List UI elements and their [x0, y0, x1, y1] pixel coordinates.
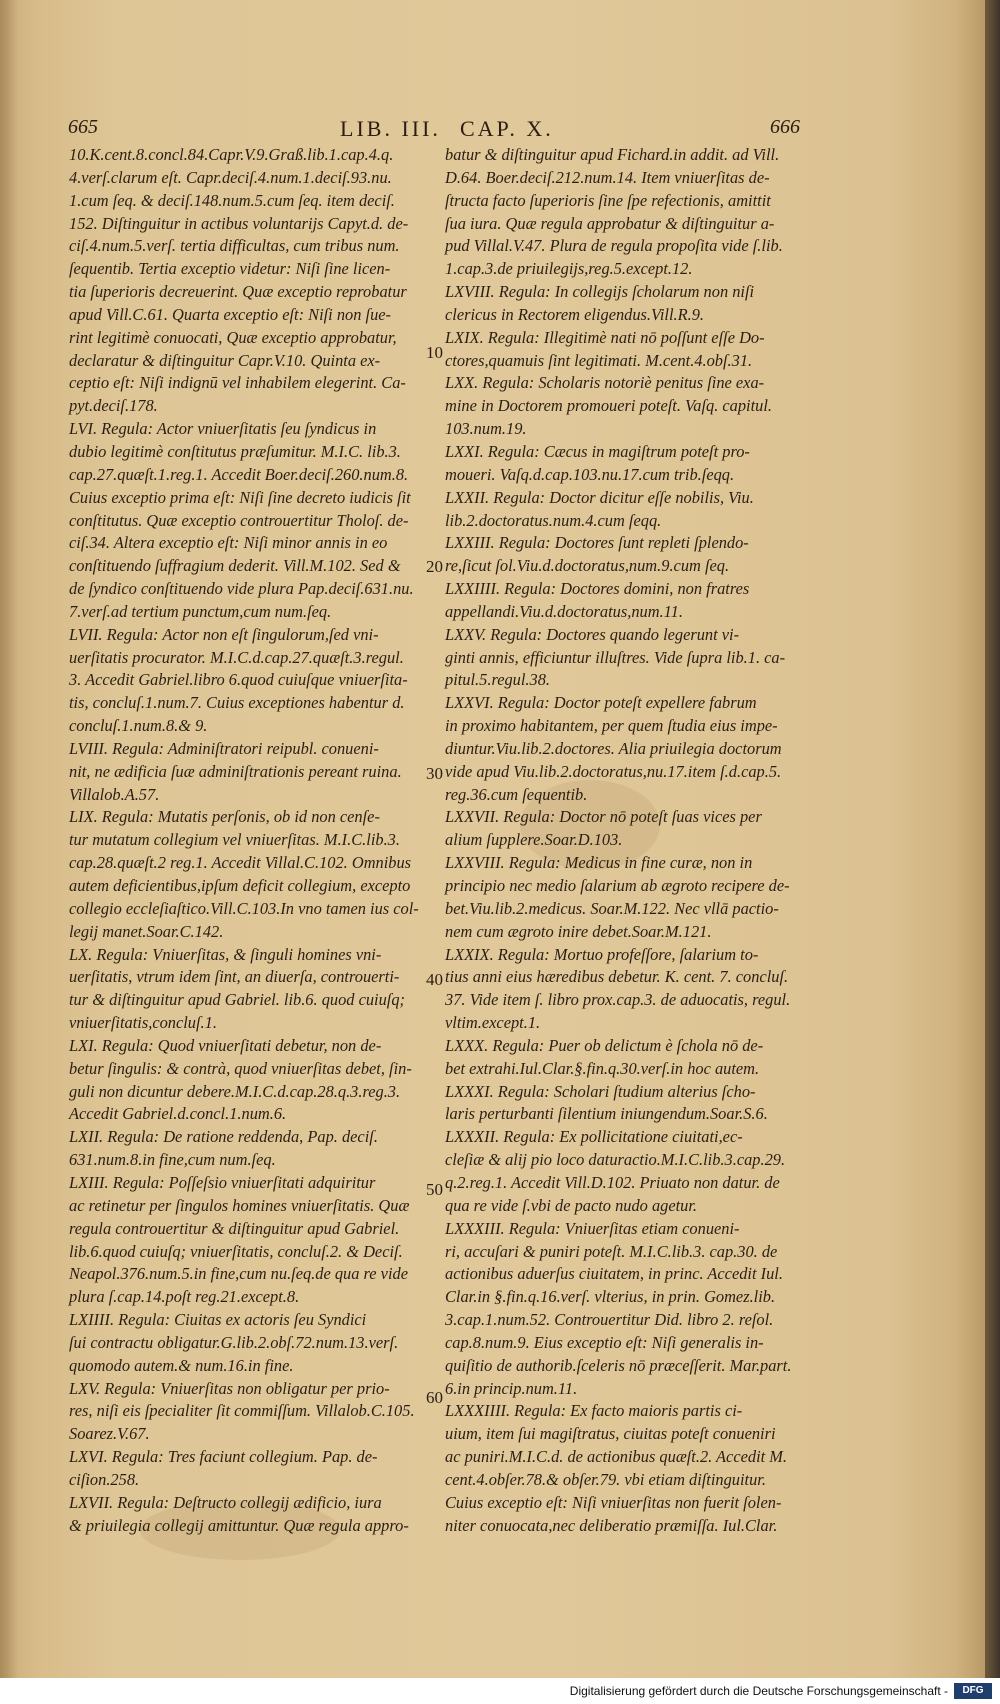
text-line: ciſ.4.num.5.verſ. tertia difficultas, cum tribus num.	[69, 236, 400, 256]
text-line: LXXXI. Regula: Scholari ſtudium alterius ſcho-	[445, 1081, 756, 1101]
text-line: concluſ.1.num.8.& 9.	[69, 716, 208, 736]
text-line: ceptio eſt: Niſi indignū vel inhabilem elegerint. Ca-	[69, 373, 406, 393]
text-line: LX. Regula: Vniuerſitas, & ſinguli homines vni-	[69, 944, 382, 964]
text-column-right	[445, 144, 843, 1537]
text-line: lib.2.doctoratus.num.4.cum ſeqq.	[445, 510, 662, 530]
text-line: reg.36.cum ſequentib.	[445, 784, 588, 804]
text-line: guli non dicuntur debere.M.I.C.d.cap.28.q.3.reg.3.	[69, 1081, 401, 1101]
text-line: cap.28.quæſt.2 reg.1. Accedit Villal.C.102. Omnibus	[69, 853, 412, 873]
page-number-right: 666	[770, 116, 800, 138]
text-line: 1.cap.3.de priuilegijs,reg.5.except.12.	[445, 259, 693, 279]
text-line: Villalob.A.57.	[69, 784, 160, 804]
text-line: pyt.deciſ.178.	[69, 396, 158, 416]
text-line: lib.6.quod cuiuſq; vniuerſitatis, concluſ.2. & Deciſ.	[69, 1241, 403, 1261]
dfg-logo: DFG	[954, 1683, 992, 1699]
text-line: ac puniri.M.I.C.d. de actionibus quæſt.2. Accedit M.	[445, 1447, 788, 1467]
text-line: ſequentib. Tertia exceptio videtur: Niſi ſine licen-	[69, 259, 391, 279]
text-line: dubio legitimè conſtitutus præſumitur. M.I.C. lib.3.	[69, 441, 401, 461]
text-line: diuntur.Viu.lib.2.doctores. Alia priuilegia doctorum	[445, 738, 782, 758]
text-line: uerſitatis, vtrum idem ſint, an diuerſa, controuerti-	[69, 967, 400, 987]
text-line: LVI. Regula: Actor vniuerſitatis ſeu ſyndicus in	[69, 419, 377, 439]
text-line: Accedit Gabriel.d.concl.1.num.6.	[69, 1104, 287, 1124]
text-line: tius anni eius hæredibus debetur. K. cent. 7. concluſ.	[445, 967, 789, 987]
text-line: ac retinetur per ſingulos homines vniuerſitatis. Quæ	[69, 1195, 410, 1215]
text-line: LVIII. Regula: Adminiſtratori reipubl. conueni-	[69, 738, 379, 758]
text-line: 10.K.cent.8.concl.84.Capr.V.9.Graß.lib.1.cap.4.q.	[69, 145, 394, 164]
running-head-chapter: CAP. X.	[460, 116, 554, 141]
text-line: rint legitimè conuocati, Quæ exceptio approbatur,	[69, 327, 397, 347]
text-line: LXXIIII. Regula: Doctores domini, non fratres	[445, 579, 750, 599]
funding-credit: Digitalisierung gefördert durch die Deutsche Forschungsgemeinschaft -	[569, 1684, 948, 1698]
text-line: LXI. Regula: Quod vniuerſitati debetur, non de-	[69, 1035, 382, 1055]
text-line: 3.cap.1.num.52. Controuertitur Did. libro 2. reſol.	[445, 1310, 774, 1330]
text-line: plura ſ.cap.14.poſt reg.21.except.8.	[69, 1287, 300, 1307]
text-line: q.2.reg.1. Accedit Vill.D.102. Priuato non datur. de	[445, 1172, 780, 1192]
line-number-marker: 30	[426, 764, 443, 783]
text-line: 1.cum ſeq. & deciſ.148.num.5.cum ſeq. item deciſ.	[69, 190, 395, 210]
text-line: conſtitutus. Quæ exceptio controuertitur Tholoſ. de-	[69, 510, 409, 530]
text-line: tis, concluſ.1.num.7. Cuius exceptiones habentur d.	[69, 693, 405, 713]
text-line: actionibus aduerſus ciuitatem, in princ. Accedit Iul.	[445, 1264, 783, 1284]
text-line: uerſitatis procurator. M.I.C.d.cap.27.quæſt.3.regul.	[69, 647, 404, 667]
text-line: laris perturbanti ſilentium iniungendum.Soar.S.6.	[445, 1104, 768, 1124]
text-line: bet.Viu.lib.2.medicus. Soar.M.122. Nec vllā pactio-	[445, 898, 779, 918]
running-header	[0, 116, 985, 146]
text-line: LXXVII. Regula: Doctor nō poteſt ſuas vices per	[445, 807, 762, 827]
text-line: 37. Vide item ſ. libro prox.cap.3. de aduocatis, regul.	[445, 990, 791, 1010]
text-line: LXX. Regula: Scholaris notoriè penitus ſine exa-	[445, 373, 765, 393]
text-line: res, niſi eis ſpecialiter ſit commiſſum. Villalob.C.105.	[69, 1401, 415, 1421]
book-edge	[985, 0, 1000, 1678]
text-line: alium ſupplere.Soar.D.103.	[445, 830, 623, 850]
text-line: tur mutatum collegium vel vniuerſitas. M.I.C.lib.3.	[69, 830, 400, 850]
text-line: LXV. Regula: Vniuerſitas non obligatur per prio-	[69, 1378, 390, 1398]
text-line: niter conuocata,nec deliberatio præmiſſa. Iul.Clar.	[445, 1515, 778, 1535]
text-line: LXXVIII. Regula: Medicus in fine curæ, non in	[445, 853, 753, 873]
text-line: LXVIII. Regula: In collegijs ſcholarum non niſi	[445, 282, 755, 302]
text-line: LXXI. Regula: Cæcus in magiſtrum poteſt pro-	[445, 441, 750, 461]
page-spine-shadow	[0, 0, 18, 1678]
text-line: legij manet.Soar.C.142.	[69, 921, 224, 941]
text-line: vniuerſitatis,concluſ.1.	[69, 1013, 217, 1033]
text-line: vltim.except.1.	[445, 1013, 541, 1033]
text-line: cap.8.num.9. Eius exceptio eſt: Niſi generalis in-	[445, 1332, 764, 1352]
text-line: pud Villal.V.47. Plura de regula propoſita vide ſ.lib.	[445, 236, 783, 256]
text-line: 631.num.8.in fine,cum num.ſeq.	[69, 1150, 276, 1170]
text-line: LXXV. Regula: Doctores quando legerunt vi-	[445, 624, 740, 644]
text-line: LXVI. Regula: Tres faciunt collegium. Pap. de-	[69, 1447, 378, 1467]
text-line: LXII. Regula: De ratione reddenda, Pap. deciſ.	[69, 1127, 378, 1147]
text-line: ri, accuſari & puniri poteſt. M.I.C.lib.3. cap.30. de	[445, 1241, 778, 1261]
text-line: bet extrahi.Iul.Clar.§.fin.q.30.verſ.in hoc autem.	[445, 1058, 760, 1078]
text-line: de ſyndico conſtituendo vide plura Pap.deciſ.631.nu.	[69, 579, 414, 599]
text-line: clericus in Rectorem eligendus.Vill.R.9.	[445, 304, 704, 324]
text-line: LXXXIII. Regula: Vniuerſitas etiam conueni-	[445, 1218, 740, 1238]
text-line: mine in Doctorem promoueri poteſt. Vaſq. capitul.	[445, 396, 773, 416]
text-line: tia ſuperioris decreuerint. Quæ exceptio reprobatur	[69, 282, 407, 302]
text-line: Cuius exceptio prima eſt: Niſi ſine decreto iudicis ſit	[69, 487, 411, 507]
text-line: Neapol.376.num.5.in fine,cum nu.ſeq.de qua re vide	[69, 1264, 408, 1284]
text-line: batur & diſtinguitur apud Fichard.in addit. ad Vill.	[445, 145, 780, 164]
text-line: 103.num.19.	[445, 419, 527, 439]
text-line: LXXX. Regula: Puer ob delictum è ſchola nō de-	[445, 1035, 764, 1055]
text-line: ginti annis, efficiuntur illuſtres. Vide ſupra lib.1. ca-	[445, 647, 786, 667]
text-line: cleſiæ & alij pio loco daturactio.M.I.C.lib.3.cap.29.	[445, 1150, 786, 1170]
text-line: Clar.in §.fin.q.16.verſ. vlterius, in prin. Gomez.lib.	[445, 1287, 776, 1307]
text-line: ctores,quamuis ſint legitimati. M.cent.4.obſ.31.	[445, 350, 753, 370]
text-line: regula controuertitur & diſtinguitur apud Gabriel.	[69, 1218, 400, 1238]
text-line: LXXIX. Regula: Mortuo profeſſore, ſalarium to-	[445, 944, 759, 964]
text-line: collegio eccleſiaſtico.Vill.C.103.In vno tamen ius col-	[69, 898, 419, 918]
text-line: appellandi.Viu.d.doctoratus,num.11.	[445, 601, 683, 621]
digitization-footer	[0, 1678, 1000, 1704]
text-line: qua re vide ſ.vbi de pacto nudo agetur.	[445, 1195, 698, 1215]
text-line: uium, item ſui magiſtratus, ciuitas poteſt conueniri	[445, 1424, 776, 1444]
text-line: declaratur & diſtinguitur Capr.V.10. Quinta ex-	[69, 350, 381, 370]
text-line: ſtructa facto ſuperioris ſine ſpe refectionis, amittit	[445, 190, 771, 210]
text-line: LXXXIIII. Regula: Ex facto maioris partis ci-	[445, 1401, 743, 1421]
text-line: 3. Accedit Gabriel.libro 6.quod cuiuſque vniuerſita-	[69, 670, 408, 690]
line-number-marker: 60	[426, 1388, 443, 1407]
text-line: cap.27.quæſt.1.reg.1. Accedit Boer.deciſ.260.num.8.	[69, 464, 409, 484]
text-line: nit, ne ædificia ſuæ adminiſtrationis pereant ruina.	[69, 761, 402, 781]
text-line: betur ſingulis: & contrà, quod vniuerſitas debet, ſin-	[69, 1058, 412, 1078]
text-line: Soarez.V.67.	[69, 1424, 150, 1444]
text-line: Cuius exceptio eſt: Niſi vniuerſitas non fuerit ſolen-	[445, 1492, 782, 1512]
text-line: LXIIII. Regula: Ciuitas ex actoris ſeu Syndici	[69, 1310, 367, 1330]
text-line: cent.4.obſer.78.& obſer.79. vbi etiam diſtinguitur.	[445, 1469, 766, 1489]
text-line: quiſitio de authorib.ſceleris nō præceſſerit. Mar.part.	[445, 1355, 792, 1375]
text-line: nem cum ægroto inire debet.Soar.M.121.	[445, 921, 712, 941]
line-number-marker: 20	[426, 557, 443, 576]
text-line: LXIX. Regula: Illegitimè nati nō poſſunt eſſe Do-	[445, 327, 765, 347]
text-line: LXXII. Regula: Doctor dicitur eſſe nobilis, Viu.	[445, 487, 754, 507]
text-line: pitul.5.regul.38.	[445, 670, 551, 690]
text-line: vide apud Viu.lib.2.doctoratus,nu.17.item ſ.d.cap.5.	[445, 761, 782, 781]
text-column-left	[69, 144, 459, 1537]
text-line: conſtituendo ſuffragium dederit. Vill.M.102. Sed &	[69, 556, 401, 576]
text-line: LIX. Regula: Mutatis perſonis, ob id non cenſe-	[69, 807, 380, 827]
text-line: autem deficientibus,ipſum deficit collegium, excepto	[69, 876, 411, 895]
text-line: principio nec medio ſalarium ab ægroto recipere de-	[445, 876, 790, 895]
text-line: LVII. Regula: Actor non eſt ſingulorum,ſed vni-	[69, 624, 379, 644]
text-line: moueri. Vaſq.d.cap.103.nu.17.cum trib.ſeqq.	[445, 464, 735, 484]
text-line: ſua iura. Quæ regula approbatur & diſtinguitur a-	[445, 213, 775, 233]
text-line: LXXVI. Regula: Doctor poteſt expellere fabrum	[445, 693, 757, 713]
text-line: LXIII. Regula: Poſſeſsio vniuerſitati adquiritur	[69, 1172, 376, 1192]
text-line: D.64. Boer.deciſ.212.num.14. Item vniuerſitas de-	[445, 167, 770, 187]
text-line: quomodo autem.& num.16.in fine.	[69, 1355, 294, 1375]
text-line: ciſion.258.	[69, 1469, 140, 1489]
line-number-marker: 10	[426, 343, 443, 362]
line-number-marker: 50	[426, 1180, 443, 1199]
text-line: 4.verſ.clarum eſt. Capr.deciſ.4.num.1.deciſ.93.nu.	[69, 167, 392, 187]
text-line: ſui contractu obligatur.G.lib.2.obſ.72.num.13.verſ.	[69, 1332, 399, 1352]
text-line: ciſ.34. Altera exceptio eſt: Niſi minor annis in eo	[69, 533, 388, 553]
text-line: in proximo habitantem, per quem ſtudia eius impe-	[445, 716, 778, 736]
line-number-marker: 40	[426, 970, 443, 989]
text-line: LXVII. Regula: Deſtructo collegij ædificio, iura	[69, 1492, 382, 1512]
text-line: 6.in princip.num.11.	[445, 1378, 578, 1398]
text-line: 152. Diſtinguitur in actibus voluntarijs Capyt.d. de-	[69, 213, 409, 233]
text-line: LXXXII. Regula: Ex pollicitatione ciuitati,ec-	[445, 1127, 743, 1147]
text-line: LXXIII. Regula: Doctores ſunt repleti ſplendo-	[445, 533, 749, 553]
text-line: re,ſicut ſol.Viu.d.doctoratus,num.9.cum ſeq.	[445, 556, 730, 576]
page-number-left: 665	[68, 116, 98, 138]
text-line: tur & diſtinguitur apud Gabriel. lib.6. quod cuiuſq;	[69, 990, 406, 1010]
running-head-book: LIB. III.	[340, 116, 441, 141]
text-line: apud Vill.C.61. Quarta exceptio eſt: Niſi non ſue-	[69, 304, 391, 324]
text-line: 7.verſ.ad tertium punctum,cum num.ſeq.	[69, 601, 332, 621]
text-line: & priuilegia collegij amittuntur. Quæ regula appro-	[69, 1515, 409, 1535]
